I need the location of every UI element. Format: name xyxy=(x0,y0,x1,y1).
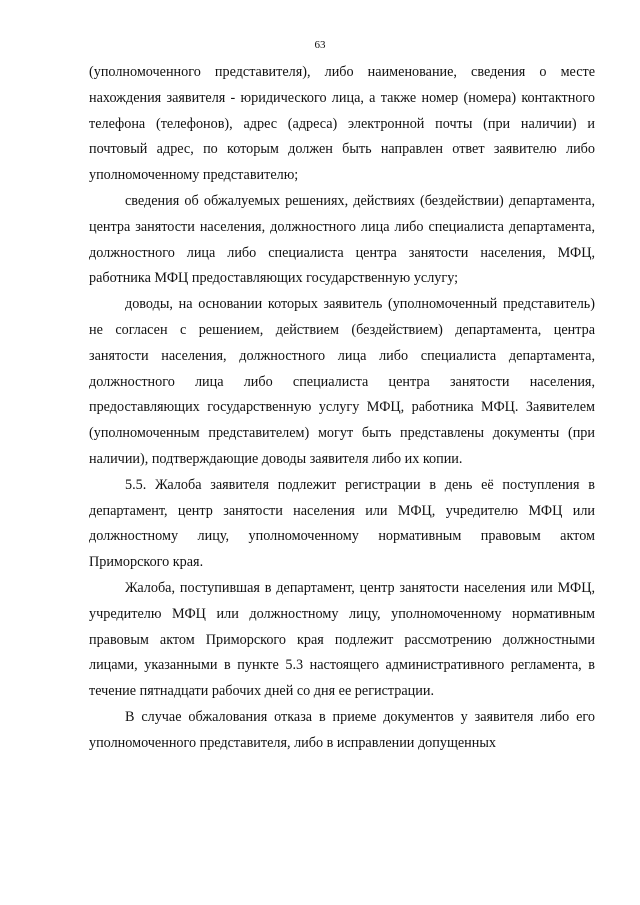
paragraph-continuation: (уполномоченного представителя), либо наименование, сведения о месте нахождения заявителя - юридического лица, а также номер (номера) контактного телефона (телефонов), адрес (адреса) электронной почты (при наличии) и почтовый адрес, по которым должен быть направлен ответ заявителю либо уполномоченному представителю; xyxy=(89,64,595,184)
paragraph-appeal-details: сведения об обжалуемых решениях, действиях (бездействии) департамента, центра занятости населения, должностного лица либо специалиста департамента, должностного лица либо специалиста центра занятости населения, МФЦ, работника МФЦ предоставляющих государственную услугу; xyxy=(89,192,595,287)
document-body xyxy=(89,60,595,757)
paragraph-registration: 5.5. Жалоба заявителя подлежит регистрации в день её поступления в департамент, центр занятости населения или МФЦ, учредителю МФЦ или должностному лицу, уполномоченному нормативным правовым актом Приморского края. xyxy=(89,476,595,571)
paragraph-arguments: доводы, на основании которых заявитель (уполномоченный представитель) не согласен с решением, действием (бездействием) департамента, центра занятости населения, должностного лица либо специалиста департамента, должностного лица либо специалиста центра занятости населения, предоставляющих государственную услугу МФЦ, работника МФЦ. Заявителем (уполномоченным представителем) могут быть представлены документы (при наличии), подтверждающие доводы заявителя либо их копии. xyxy=(89,296,595,467)
paragraph-review-period: Жалоба, поступившая в департамент, центр занятости населения или МФЦ, учредителю МФЦ или должностному лицу, уполномоченному нормативным правовым актом Приморского края подлежит рассмотрению должностными лицами, указанными в пункте 5.3 настоящего административного регламента, в течение пятнадцати рабочих дней со дня ее регистрации. xyxy=(89,579,595,700)
paragraph-refusal-appeal: В случае обжалования отказа в приеме документов у заявителя либо его уполномоченного представителя, либо в исправлении допущенных xyxy=(89,708,595,751)
page-number: 63 xyxy=(314,39,326,51)
